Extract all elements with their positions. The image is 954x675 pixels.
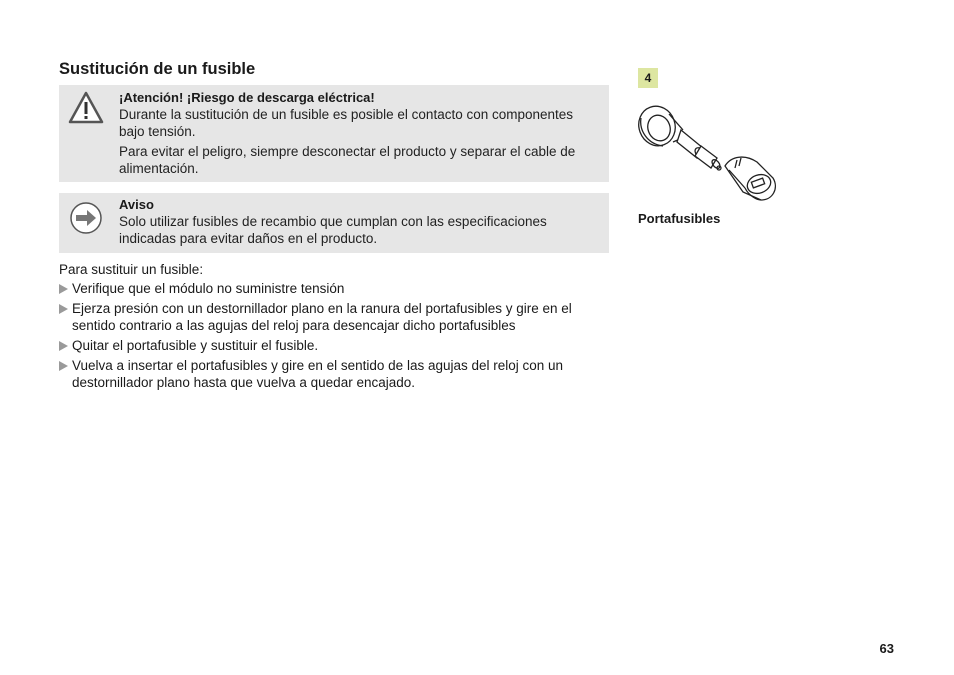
page-number: 63 [879,641,894,656]
procedure-intro: Para sustituir un fusible: [59,262,204,277]
procedure-steps [59,280,599,394]
notice-content [119,196,595,247]
notice-heading: Aviso [119,197,154,212]
step-text: Vuelva a insertar el portafusibles y gire en el sentido de las agujas del reloj con un destornillador plano hasta que vuelva a quedar encajado. [72,358,564,390]
step-arrow-icon [59,304,68,314]
procedure-step [59,357,599,391]
step-text: Quitar el portafusible y sustituir el fusible. [72,338,319,353]
warning-paragraph: Durante la sustitución de un fusible es posible el contacto con componentes bajo tensión. [119,107,574,139]
procedure-step [59,337,599,354]
step-text: Verifique que el módulo no suministre tensión [72,281,345,296]
warning-box [59,85,609,182]
procedure-step [59,300,599,334]
step-arrow-icon [59,361,68,371]
fuse-holder-illustration [633,96,783,213]
procedure-step [59,280,599,297]
notice-box [59,193,609,253]
warning-triangle-icon [67,90,105,131]
figure-number-badge: 4 [638,68,658,88]
step-text: Ejerza presión con un destornillador plano en la ranura del portafusibles y gire en el sentido contrario a las agujas del reloj para desencajar dicho portafusibles [72,301,572,333]
section-title: Sustitución de un fusible [59,60,256,78]
step-arrow-icon [59,284,68,294]
warning-content [119,89,595,177]
notice-text: Solo utilizar fusibles de recambio que cumplan con las especificaciones indicadas para evitar daños en el producto. [119,214,547,246]
step-arrow-icon [59,341,68,351]
arrow-right-circle-icon [67,199,105,242]
warning-paragraph: Para evitar el peligro, siempre desconectar el producto y separar el cable de alimentación. [119,144,576,176]
warning-heading: ¡Atención! ¡Riesgo de descarga eléctrica! [119,90,375,105]
figure-caption: Portafusibles [638,211,721,226]
